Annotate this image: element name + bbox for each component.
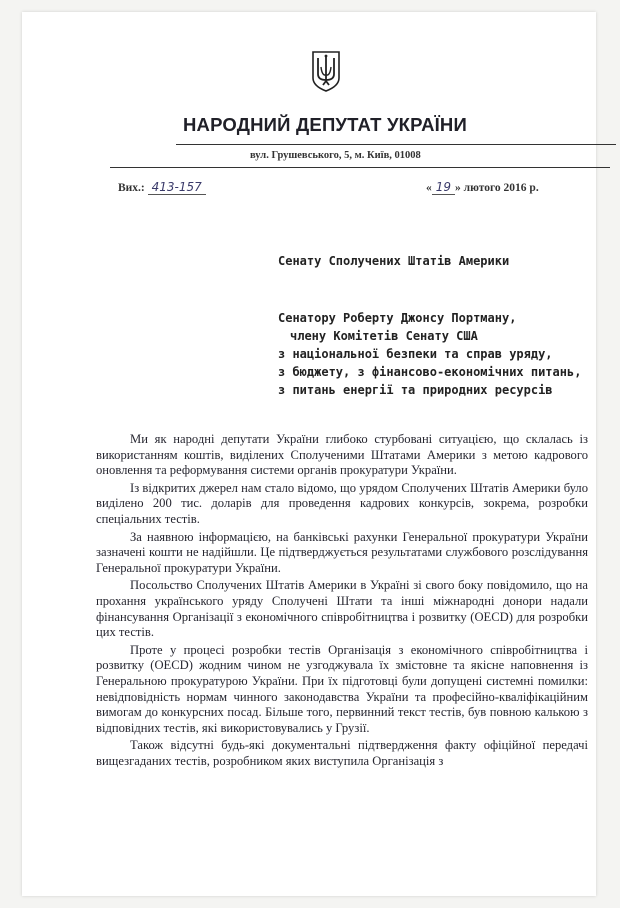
body-paragraph: За наявною інформацією, на банківські рахунки Генеральної прокуратури України зазначені кошти не надійшли. Це підтверджується результатами службового розслідування Генеральної прокуратури України.	[96, 529, 588, 575]
body-paragraph: Також відсутні будь-які документальні підтвердження факту офіційної передачі вищезгаданих тестів, розробником яких виступила Організація з	[96, 738, 588, 768]
letterhead-address: вул. Грушевського, 5, м. Київ, 01008	[250, 150, 421, 161]
addressee-line: Сенатору Роберту Джонсу Портману,	[278, 311, 517, 325]
body-paragraph: Із відкритих джерел нам стало відомо, що урядом Сполучених Штатів Америки було виділено 200 тис. доларів для проведення кадрових конкурсів, зокрема, розробки спеціальних тестів.	[96, 480, 588, 526]
addressee-line: з питань енергії та природних ресурсів	[278, 383, 553, 397]
outgoing-number	[118, 180, 206, 194]
trident-emblem-icon	[310, 50, 342, 92]
date-month-year: » лютого 2016 р.	[455, 182, 539, 194]
outgoing-label: Вих.:	[118, 182, 145, 194]
letterhead-rule-top	[176, 144, 616, 145]
date-open-quote: «	[426, 182, 432, 194]
letter-body	[96, 432, 588, 771]
letter-date	[426, 180, 539, 194]
body-paragraph: Посольство Сполучених Штатів Америки в Україні зі свого боку повідомило, що на прохання українського уряду Сполучені Штати та інші міжнародні донори надали фінансування Організації з економічного співробітництва і розвитку (OECD) для розробки цих тестів.	[96, 578, 588, 640]
addressee-line: з національної безпеки та справ уряду,	[278, 347, 553, 361]
letterhead-rule-bottom	[110, 167, 610, 168]
addressee-line: з бюджету, з фінансово-економічних питань,	[278, 365, 582, 379]
addressee-line: члену Комітетів Сенату США	[290, 329, 478, 343]
letterhead-title: НАРОДНИЙ ДЕПУТАТ УКРАЇНИ	[182, 114, 467, 135]
date-day-handwritten: 19	[432, 180, 455, 195]
body-paragraph: Ми як народні депутати України глибоко стурбовані ситуацією, що склалась із використанням коштів, виділених Сполученими Штатами Америки з метою кадрового оновлення та реформування системи органів прокуратури України.	[96, 432, 588, 478]
body-paragraph: Проте у процесі розробки тестів Організація з економічного співробітництва і розвитку (OECD) жодним чином не узгоджувала їх змістовне та якісне наповнення із Генеральною прокуратурою України. При їх підготовці були допущені системні помилки: невідповідність нормам чинного законодавства України та професійно-кваліфікаційним вимогам до конкурсних посад. Більше того, первинний текст тестів, був повною калькою з відповідних тестів, які використовувались у Грузії.	[96, 642, 588, 735]
addressee-senate: Сенату Сполучених Штатів Америки	[278, 254, 510, 268]
outgoing-number-handwritten: 413-157	[148, 180, 206, 195]
